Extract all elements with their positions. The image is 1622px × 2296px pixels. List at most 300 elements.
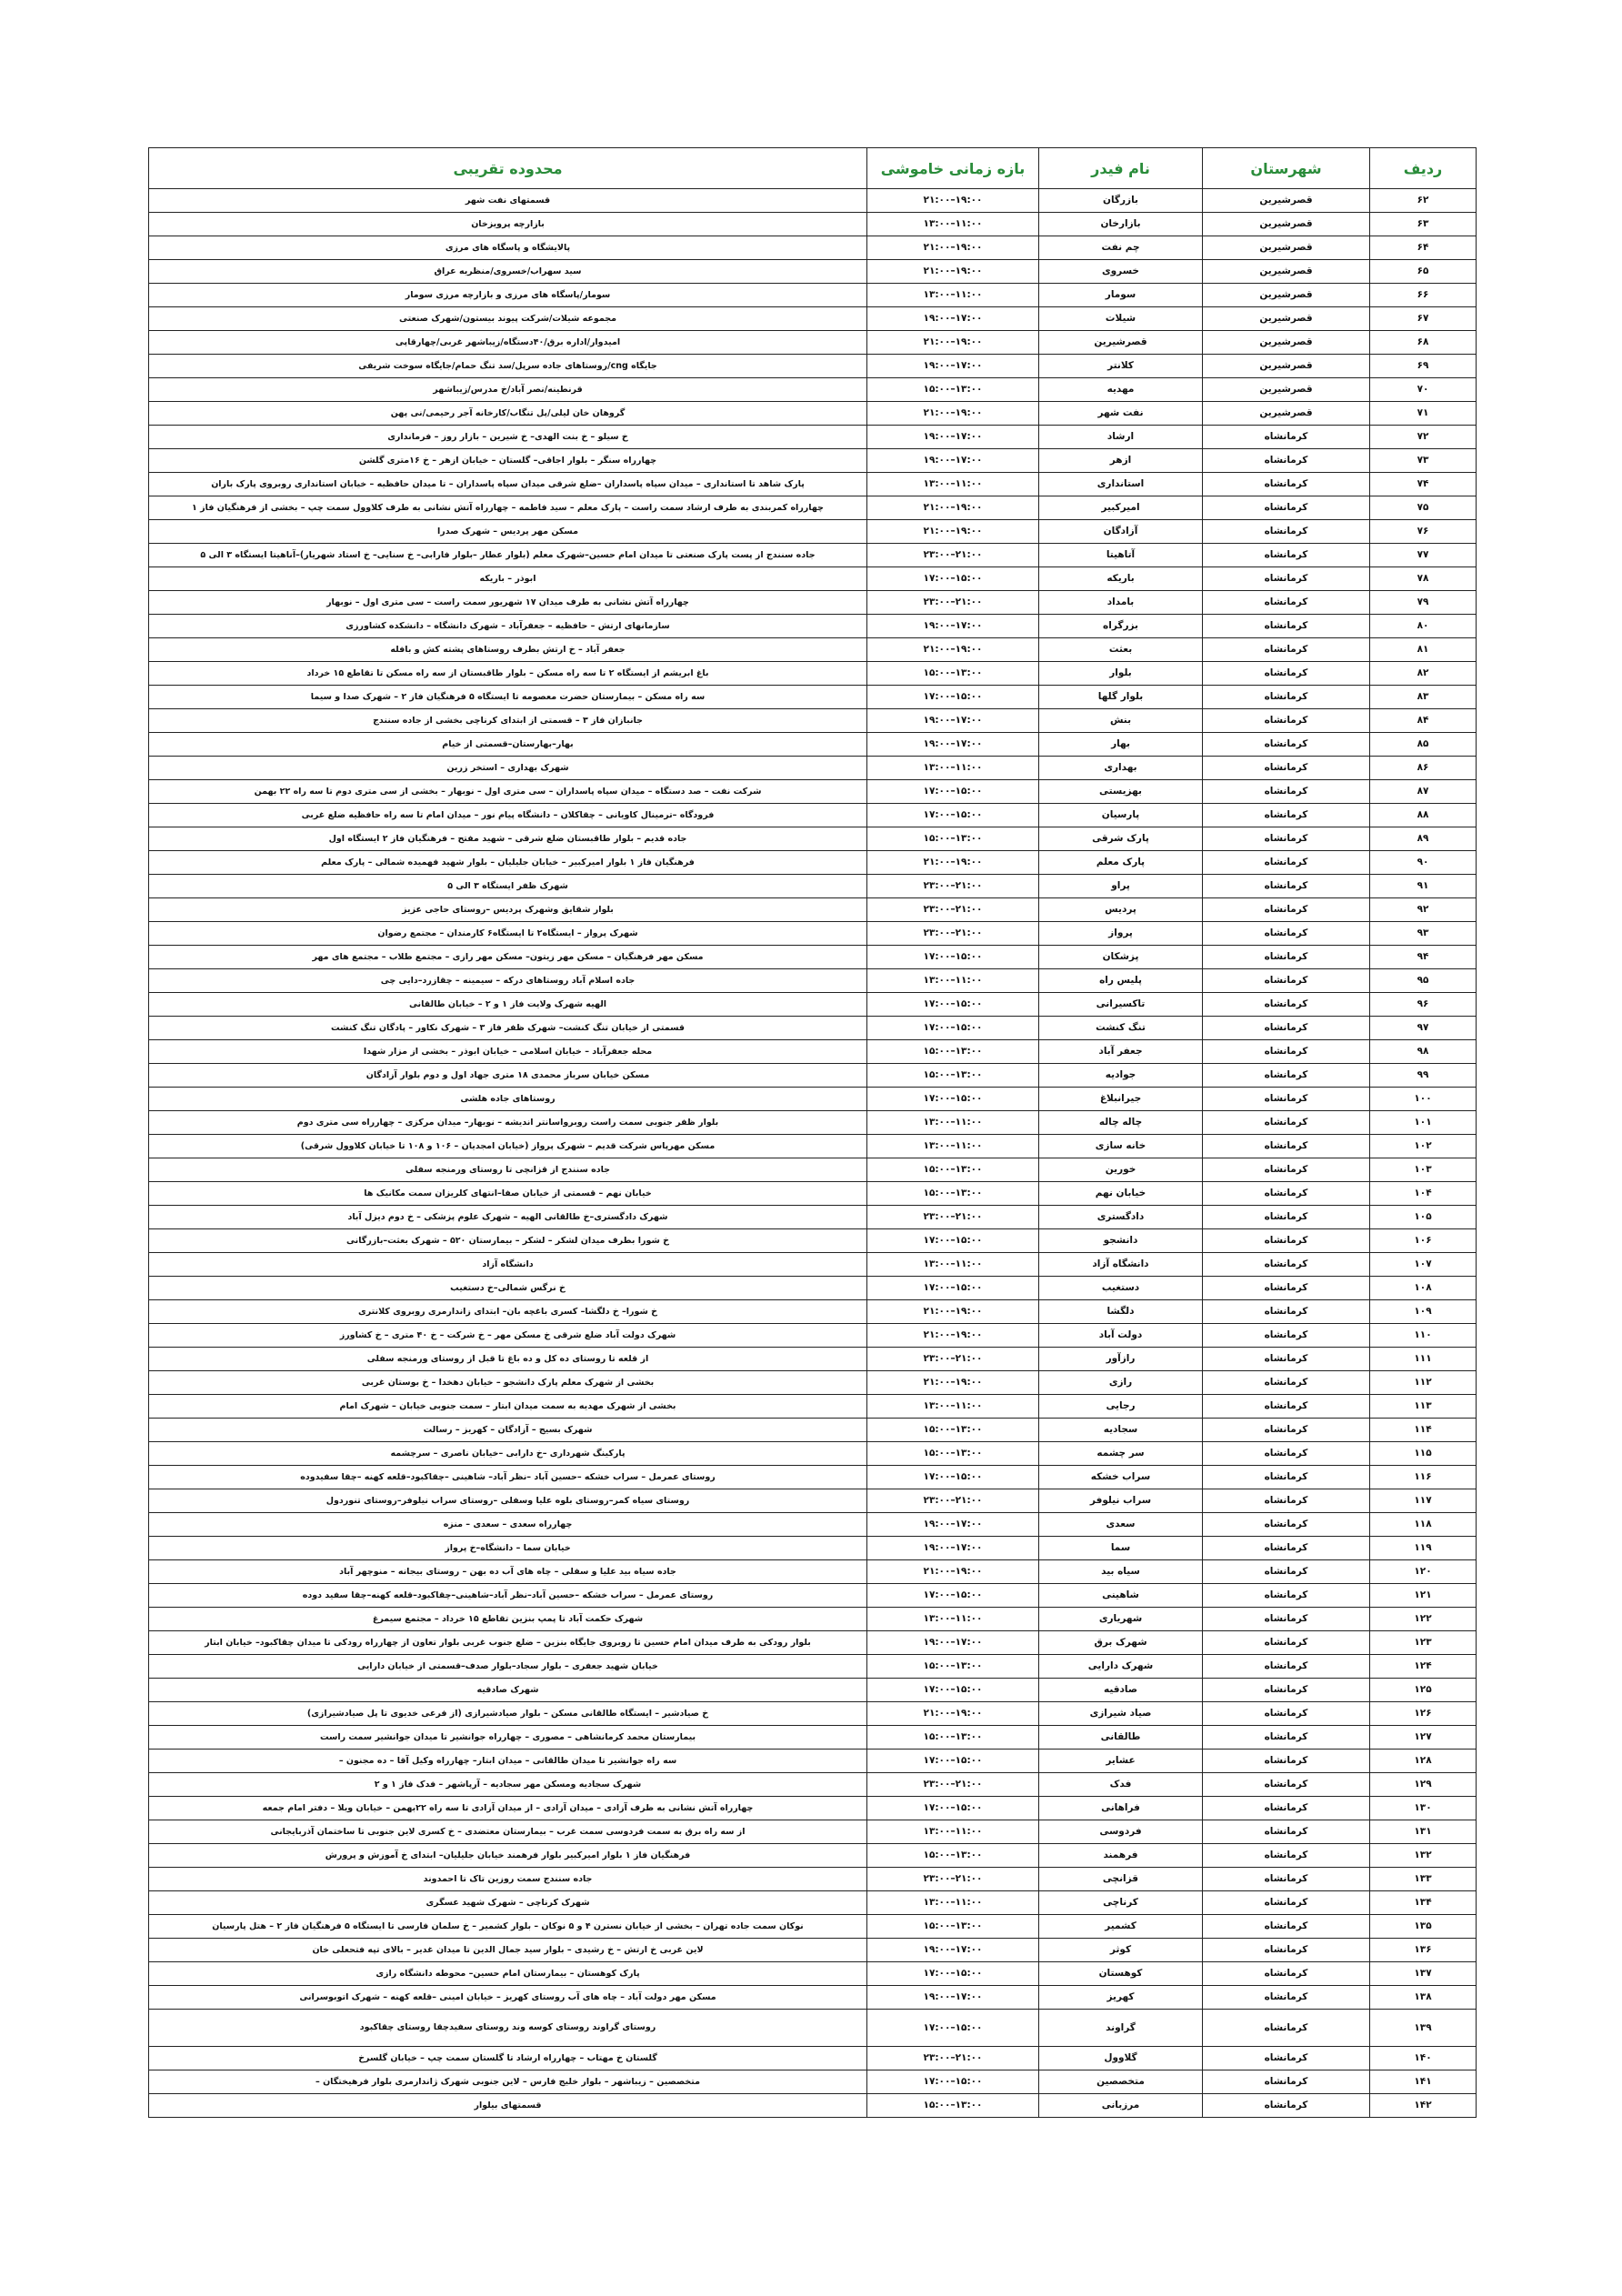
table-row <box>149 544 1477 567</box>
cell-time: ۱۳:۰۰–۱۵:۰۰ <box>867 1442 1039 1466</box>
cell-feeder: متخصصین <box>1039 2070 1203 2094</box>
cell-city: کرمانشاه <box>1203 1750 1370 1773</box>
cell-radif: ۹۹ <box>1370 1064 1477 1088</box>
cell-area: از قلعه تا روستای ده کل و ده باغ تا قبل از روستای ورمنجه سفلی <box>149 1348 867 1371</box>
header-row <box>149 148 1477 189</box>
cell-city: کرمانشاه <box>1203 946 1370 969</box>
cell-area: شهرک پرواز – ایستگاه۲ تا ایستگاه۶ کارمندان – مجتمع رضوان <box>149 922 867 946</box>
cell-area: شهرک سجادیه ومسکن مهر سجادیه – آرپاشهر – فدک فاز ۱ و ۲ <box>149 1773 867 1797</box>
cell-feeder: فردوسی <box>1039 1820 1203 1844</box>
cell-radif: ۷۳ <box>1370 449 1477 473</box>
cell-time: ۱۳:۰۰–۱۵:۰۰ <box>867 1726 1039 1750</box>
cell-time: ۱۳:۰۰–۱۵:۰۰ <box>867 1844 1039 1868</box>
cell-time: ۱۱:۰۰–۱۳:۰۰ <box>867 1253 1039 1277</box>
table-row <box>149 1868 1477 1891</box>
cell-time: ۱۷:۰۰–۱۹:۰۰ <box>867 355 1039 378</box>
cell-time: ۱۳:۰۰–۱۵:۰۰ <box>867 1040 1039 1064</box>
cell-city: کرمانشاه <box>1203 1206 1370 1229</box>
cell-city: قصرشیرین <box>1203 402 1370 426</box>
cell-area: جاده قدیم – بلوار طاقبستان ضلع شرقی – شهید مفتح – فرهنگیان فاز ۲ ایستگاه اول <box>149 827 867 851</box>
cell-radif: ۶۵ <box>1370 260 1477 284</box>
cell-city: کرمانشاه <box>1203 709 1370 733</box>
cell-area: لاین غربی خ ارتش – خ رشیدی – بلوار سید جمال الدین تا میدان غدیر – بالای تپه فتحعلی خان <box>149 1939 867 1962</box>
cell-time: ۱۳:۰۰–۱۵:۰۰ <box>867 1064 1039 1088</box>
cell-feeder: رازآور <box>1039 1348 1203 1371</box>
cell-feeder: پارک شرقی <box>1039 827 1203 851</box>
header-radif: ردیف <box>1370 148 1477 189</box>
table-row <box>149 1608 1477 1631</box>
cell-area: مسکن خیابان سرباز محمدی ۱۸ متری جهاد اول و دوم بلوار آزادگان <box>149 1064 867 1088</box>
cell-radif: ۱۲۹ <box>1370 1773 1477 1797</box>
cell-area: نوکان سمت جاده تهران – بخشی از خیابان نسترن ۴ و ۵ نوکان – بلوار کشمیر – خ سلمان فارسی تا ایستگاه ۵ فرهنگیان فاز ۲ – هتل پارسیان <box>149 1915 867 1939</box>
table-row <box>149 1537 1477 1560</box>
cell-feeder: ارشاد <box>1039 426 1203 449</box>
table-row <box>149 1348 1477 1371</box>
cell-feeder: باریکه <box>1039 567 1203 591</box>
cell-radif: ۶۲ <box>1370 189 1477 213</box>
cell-radif: ۸۱ <box>1370 638 1477 662</box>
cell-city: کرمانشاه <box>1203 1324 1370 1348</box>
cell-radif: ۱۳۳ <box>1370 1868 1477 1891</box>
cell-area: شهرک دادگستری–خ طالقانی الهیه – شهرک علوم پزشکی – خ دوم دیزل آباد <box>149 1206 867 1229</box>
cell-area: خیابان سما – دانشگاه–خ پرواز <box>149 1537 867 1560</box>
cell-feeder: پراو <box>1039 875 1203 898</box>
cell-area: سازمانهای ارتش – حافظیه – جعفرآباد – شهرک دانشگاه – دانشکده کشاورزی <box>149 615 867 638</box>
cell-radif: ۹۱ <box>1370 875 1477 898</box>
cell-feeder: شهرک برق <box>1039 1631 1203 1655</box>
cell-area: جاده سیاه بید علیا و سفلی – چاه های آب ده بهن – روستای بیجانه – منوچهر آباد <box>149 1560 867 1584</box>
cell-area: فرهنگیان فاز ۱ بلوار امیرکبیر – خیابان جلیلیان – بلوار شهید فهمیده شمالی – پارک معلم <box>149 851 867 875</box>
cell-radif: ۱۱۷ <box>1370 1489 1477 1513</box>
table-row <box>149 969 1477 993</box>
cell-time: ۱۷:۰۰–۱۹:۰۰ <box>867 1939 1039 1962</box>
cell-area: فرودگاه –ترمینال کاویانی – چقاکلان – دانشگاه پیام نور – میدان امام تا سه راه حافظیه ضلع غربی <box>149 804 867 827</box>
cell-city: کرمانشاه <box>1203 473 1370 496</box>
cell-feeder: پلیس راه <box>1039 969 1203 993</box>
cell-radif: ۹۵ <box>1370 969 1477 993</box>
cell-time: ۱۵:۰۰–۱۷:۰۰ <box>867 1088 1039 1111</box>
table-row <box>149 1466 1477 1489</box>
cell-area: شهرک بسیج – آزادگان – کهریز – رسالت <box>149 1419 867 1442</box>
cell-radif: ۹۰ <box>1370 851 1477 875</box>
table-row <box>149 189 1477 213</box>
cell-city: قصرشیرین <box>1203 213 1370 236</box>
cell-time: ۱۹:۰۰–۲۱:۰۰ <box>867 638 1039 662</box>
cell-area: خ صیادشیر – ایستگاه طالقانی مسکن – بلوار صیادشیرازی (از فرعی خدیوی تا پل صیادشیرازی) <box>149 1702 867 1726</box>
cell-city: کرمانشاه <box>1203 1253 1370 1277</box>
table-row <box>149 851 1477 875</box>
cell-city: کرمانشاه <box>1203 1513 1370 1537</box>
cell-city: کرمانشاه <box>1203 1537 1370 1560</box>
cell-time: ۱۹:۰۰–۲۱:۰۰ <box>867 331 1039 355</box>
cell-feeder: فرهمند <box>1039 1844 1203 1868</box>
cell-feeder: ازهر <box>1039 449 1203 473</box>
cell-city: کرمانشاه <box>1203 1844 1370 1868</box>
cell-feeder: سما <box>1039 1537 1203 1560</box>
cell-area: بهار–بهارستان–قسمتی از خیام <box>149 733 867 757</box>
cell-feeder: سیاه بید <box>1039 1560 1203 1584</box>
cell-feeder: پرواز <box>1039 922 1203 946</box>
cell-city: کرمانشاه <box>1203 1679 1370 1702</box>
cell-area: چهارراه کمربندی به طرف ارشاد سمت راست – پارک معلم – سید فاطمه – چهارراه آتش نشانی به طرف کلاوول سمت چپ – بخشی از فرهنگیان فاز ۱ <box>149 496 867 520</box>
table-row <box>149 757 1477 780</box>
cell-city: کرمانشاه <box>1203 780 1370 804</box>
cell-radif: ۷۹ <box>1370 591 1477 615</box>
table-row <box>149 733 1477 757</box>
cell-city: قصرشیرین <box>1203 260 1370 284</box>
cell-area: دانشگاه آزاد <box>149 1253 867 1277</box>
table-row <box>149 1773 1477 1797</box>
cell-time: ۲۱:۰۰–۲۳:۰۰ <box>867 591 1039 615</box>
cell-time: ۲۱:۰۰–۲۳:۰۰ <box>867 875 1039 898</box>
cell-city: کرمانشاه <box>1203 733 1370 757</box>
cell-time: ۱۵:۰۰–۱۷:۰۰ <box>867 780 1039 804</box>
cell-radif: ۷۲ <box>1370 426 1477 449</box>
cell-area: خ نرگس شمالی–خ دستغیب <box>149 1277 867 1300</box>
table-row <box>149 638 1477 662</box>
cell-feeder: کوهستان <box>1039 1962 1203 1986</box>
cell-city: کرمانشاه <box>1203 1229 1370 1253</box>
cell-city: کرمانشاه <box>1203 1608 1370 1631</box>
cell-time: ۱۵:۰۰–۱۷:۰۰ <box>867 2070 1039 2094</box>
cell-feeder: جیرانبلاغ <box>1039 1088 1203 1111</box>
table-row <box>149 1111 1477 1135</box>
table-row <box>149 2094 1477 2118</box>
cell-time: ۱۱:۰۰–۱۳:۰۰ <box>867 1891 1039 1915</box>
cell-time: ۱۷:۰۰–۱۹:۰۰ <box>867 1513 1039 1537</box>
cell-radif: ۷۵ <box>1370 496 1477 520</box>
cell-time: ۱۳:۰۰–۱۵:۰۰ <box>867 827 1039 851</box>
cell-area: پارکینگ شهرداری –خ دارابی –خیابان ناصری – سرچشمه <box>149 1442 867 1466</box>
cell-feeder: چم نفت <box>1039 236 1203 260</box>
cell-radif: ۱۲۳ <box>1370 1631 1477 1655</box>
cell-time: ۱۱:۰۰–۱۳:۰۰ <box>867 757 1039 780</box>
cell-feeder: پردیس <box>1039 898 1203 922</box>
cell-time: ۱۷:۰۰–۱۹:۰۰ <box>867 426 1039 449</box>
cell-city: کرمانشاه <box>1203 851 1370 875</box>
table-row <box>149 260 1477 284</box>
cell-radif: ۱۳۹ <box>1370 2010 1477 2047</box>
cell-radif: ۹۶ <box>1370 993 1477 1017</box>
cell-time: ۱۹:۰۰–۲۱:۰۰ <box>867 1324 1039 1348</box>
cell-city: کرمانشاه <box>1203 1726 1370 1750</box>
cell-radif: ۸۸ <box>1370 804 1477 827</box>
cell-area: فرهنگیان فاز ۱ بلوار امیرکبیر بلوار فرهمند خیابان جلیلیان– ابتدای خ آموزش و پرورش <box>149 1844 867 1868</box>
table-row <box>149 922 1477 946</box>
cell-city: کرمانشاه <box>1203 1064 1370 1088</box>
table-row <box>149 426 1477 449</box>
table-row <box>149 2047 1477 2070</box>
cell-city: کرمانشاه <box>1203 1442 1370 1466</box>
cell-time: ۲۱:۰۰–۲۳:۰۰ <box>867 1348 1039 1371</box>
cell-area: بازارچه پرویزخان <box>149 213 867 236</box>
cell-city: کرمانشاه <box>1203 1348 1370 1371</box>
cell-time: ۱۷:۰۰–۱۹:۰۰ <box>867 307 1039 331</box>
cell-city: کرمانشاه <box>1203 1017 1370 1040</box>
cell-city: کرمانشاه <box>1203 591 1370 615</box>
cell-radif: ۱۱۴ <box>1370 1419 1477 1442</box>
table-row <box>149 1750 1477 1773</box>
cell-time: ۱۵:۰۰–۱۷:۰۰ <box>867 1750 1039 1773</box>
cell-radif: ۷۰ <box>1370 378 1477 402</box>
cell-feeder: جوادیه <box>1039 1064 1203 1088</box>
cell-time: ۱۳:۰۰–۱۵:۰۰ <box>867 378 1039 402</box>
cell-city: کرمانشاه <box>1203 827 1370 851</box>
table-row <box>149 591 1477 615</box>
table-row <box>149 1419 1477 1442</box>
cell-city: قصرشیرین <box>1203 355 1370 378</box>
outage-schedule-sheet <box>148 147 1476 2118</box>
cell-time: ۱۳:۰۰–۱۵:۰۰ <box>867 2094 1039 2118</box>
cell-radif: ۱۳۸ <box>1370 1986 1477 2010</box>
cell-area: شهرک حکمت آباد تا پمپ بنزین تقاطع ۱۵ خرداد – مجتمع سیمرغ <box>149 1608 867 1631</box>
cell-time: ۱۵:۰۰–۱۷:۰۰ <box>867 2010 1039 2047</box>
cell-feeder: کوثر <box>1039 1939 1203 1962</box>
cell-feeder: سجادیه <box>1039 1419 1203 1442</box>
table-row <box>149 355 1477 378</box>
cell-radif: ۱۰۱ <box>1370 1111 1477 1135</box>
cell-city: کرمانشاه <box>1203 1277 1370 1300</box>
cell-feeder: عشایر <box>1039 1750 1203 1773</box>
cell-city: کرمانشاه <box>1203 1915 1370 1939</box>
cell-feeder: رجایی <box>1039 1395 1203 1419</box>
cell-feeder: فدک <box>1039 1773 1203 1797</box>
cell-feeder: شیلات <box>1039 307 1203 331</box>
cell-feeder: شهریاری <box>1039 1608 1203 1631</box>
table-row <box>149 1844 1477 1868</box>
cell-city: کرمانشاه <box>1203 1986 1370 2010</box>
cell-city: کرمانشاه <box>1203 1466 1370 1489</box>
cell-time: ۱۷:۰۰–۱۹:۰۰ <box>867 1631 1039 1655</box>
cell-city: کرمانشاه <box>1203 1560 1370 1584</box>
cell-feeder: بهار <box>1039 733 1203 757</box>
table-row <box>149 213 1477 236</box>
cell-feeder: بنش <box>1039 709 1203 733</box>
cell-time: ۱۵:۰۰–۱۷:۰۰ <box>867 993 1039 1017</box>
cell-city: کرمانشاه <box>1203 2070 1370 2094</box>
table-row <box>149 496 1477 520</box>
table-row <box>149 1915 1477 1939</box>
cell-time: ۱۱:۰۰–۱۳:۰۰ <box>867 284 1039 307</box>
cell-city: کرمانشاه <box>1203 1158 1370 1182</box>
table-row <box>149 1017 1477 1040</box>
cell-feeder: دلگشا <box>1039 1300 1203 1324</box>
table-row <box>149 875 1477 898</box>
cell-feeder: استانداری <box>1039 473 1203 496</box>
cell-city: کرمانشاه <box>1203 2047 1370 2070</box>
cell-area: شهرک دولت آباد ضلع شرقی خ مسکن مهر – خ شرکت – خ ۴۰ متری – خ کشاورز <box>149 1324 867 1348</box>
cell-feeder: رازی <box>1039 1371 1203 1395</box>
cell-feeder: امیرکبیر <box>1039 496 1203 520</box>
cell-feeder: خسروی <box>1039 260 1203 284</box>
cell-radif: ۸۳ <box>1370 686 1477 709</box>
cell-time: ۱۵:۰۰–۱۷:۰۰ <box>867 1584 1039 1608</box>
cell-area: جاده اسلام آباد روستاهای درکه – سیمینه – چقازرد–دایی چی <box>149 969 867 993</box>
cell-radif: ۱۲۶ <box>1370 1702 1477 1726</box>
cell-feeder: خورین <box>1039 1158 1203 1182</box>
cell-city: کرمانشاه <box>1203 1371 1370 1395</box>
cell-time: ۱۵:۰۰–۱۷:۰۰ <box>867 1679 1039 1702</box>
cell-time: ۱۳:۰۰–۱۵:۰۰ <box>867 662 1039 686</box>
cell-time: ۱۳:۰۰–۱۵:۰۰ <box>867 1655 1039 1679</box>
cell-city: کرمانشاه <box>1203 638 1370 662</box>
cell-city: کرمانشاه <box>1203 449 1370 473</box>
cell-time: ۱۱:۰۰–۱۳:۰۰ <box>867 969 1039 993</box>
cell-feeder: بلوار <box>1039 662 1203 686</box>
cell-radif: ۱۳۱ <box>1370 1820 1477 1844</box>
table-row <box>149 1986 1477 2010</box>
cell-area: روستای عمرمل – سراب خشکه –حسین آباد–نظر آباد–شاهینی–چقاکبود–قلعه کهنه–چقا سفید دوده <box>149 1584 867 1608</box>
cell-radif: ۱۳۴ <box>1370 1891 1477 1915</box>
table-row <box>149 1229 1477 1253</box>
cell-area: شهرک کرناچی – شهرک شهید عسگری <box>149 1891 867 1915</box>
cell-time: ۱۱:۰۰–۱۳:۰۰ <box>867 1608 1039 1631</box>
cell-time: ۱۵:۰۰–۱۷:۰۰ <box>867 1017 1039 1040</box>
cell-city: کرمانشاه <box>1203 520 1370 544</box>
table-row <box>149 1726 1477 1750</box>
cell-radif: ۸۹ <box>1370 827 1477 851</box>
cell-area: روستاهای جاده هلشی <box>149 1088 867 1111</box>
cell-city: کرمانشاه <box>1203 804 1370 827</box>
cell-area: جاده سنندج از پست پارک صنعتی تا میدان امام حسین–شهرک معلم (بلوار عطار –بلوار فارابی– خ سنایی– خ استاد شهریار)–آناهیتا ایستگاه ۳ الی ۵ <box>149 544 867 567</box>
cell-feeder: سر چشمه <box>1039 1442 1203 1466</box>
cell-time: ۱۷:۰۰–۱۹:۰۰ <box>867 1537 1039 1560</box>
cell-time: ۲۱:۰۰–۲۳:۰۰ <box>867 1206 1039 1229</box>
cell-time: ۱۹:۰۰–۲۱:۰۰ <box>867 496 1039 520</box>
cell-radif: ۱۲۰ <box>1370 1560 1477 1584</box>
cell-feeder: صادقیه <box>1039 1679 1203 1702</box>
cell-radif: ۷۷ <box>1370 544 1477 567</box>
table-row <box>149 1088 1477 1111</box>
cell-feeder: فراهانی <box>1039 1797 1203 1820</box>
cell-area: سید سهراب/خسروی/منظریه عراق <box>149 260 867 284</box>
cell-radif: ۱۱۰ <box>1370 1324 1477 1348</box>
cell-radif: ۶۶ <box>1370 284 1477 307</box>
cell-radif: ۶۷ <box>1370 307 1477 331</box>
cell-feeder: گراوند <box>1039 2010 1203 2047</box>
table-body <box>149 189 1477 2118</box>
cell-city: کرمانشاه <box>1203 615 1370 638</box>
cell-feeder: دانشگاه آزاد <box>1039 1253 1203 1277</box>
cell-area: خیابان شهید جعفری – بلوار سجاد–بلوار صدف–قسمتی از خیابان دارایی <box>149 1655 867 1679</box>
cell-feeder: قزانچی <box>1039 1868 1203 1891</box>
cell-time: ۱۵:۰۰–۱۷:۰۰ <box>867 1962 1039 1986</box>
cell-radif: ۱۱۳ <box>1370 1395 1477 1419</box>
table-row <box>149 1584 1477 1608</box>
cell-radif: ۸۶ <box>1370 757 1477 780</box>
cell-area: شرکت نفت – صد دستگاه – میدان سپاه پاسداران – سی متری اول – نوبهار – بخشی از سی متری دوم تا سه راه ۲۲ بهمن <box>149 780 867 804</box>
cell-time: ۱۹:۰۰–۲۱:۰۰ <box>867 1371 1039 1395</box>
table-row <box>149 1253 1477 1277</box>
cell-area: امیدوار/اداره برق/۴۰دستگاه/زیباشهر غربی/چهارقاپی <box>149 331 867 355</box>
table-row <box>149 1655 1477 1679</box>
cell-time: ۱۳:۰۰–۱۵:۰۰ <box>867 1182 1039 1206</box>
cell-radif: ۱۳۶ <box>1370 1939 1477 1962</box>
table-row <box>149 1182 1477 1206</box>
cell-time: ۱۷:۰۰–۱۹:۰۰ <box>867 449 1039 473</box>
cell-feeder: کرناچی <box>1039 1891 1203 1915</box>
cell-area: شهرک صادقیه <box>149 1679 867 1702</box>
cell-time: ۲۱:۰۰–۲۳:۰۰ <box>867 1773 1039 1797</box>
cell-feeder: چاله چاله <box>1039 1111 1203 1135</box>
cell-time: ۱۳:۰۰–۱۵:۰۰ <box>867 1419 1039 1442</box>
cell-radif: ۸۲ <box>1370 662 1477 686</box>
cell-time: ۲۱:۰۰–۲۳:۰۰ <box>867 898 1039 922</box>
cell-feeder: پزشکان <box>1039 946 1203 969</box>
cell-time: ۱۵:۰۰–۱۷:۰۰ <box>867 1466 1039 1489</box>
cell-radif: ۹۷ <box>1370 1017 1477 1040</box>
cell-city: کرمانشاه <box>1203 1111 1370 1135</box>
table-row <box>149 1064 1477 1088</box>
table-row <box>149 449 1477 473</box>
table-row <box>149 1371 1477 1395</box>
cell-area: پالایشگاه و پاسگاه های مرزی <box>149 236 867 260</box>
cell-feeder: تاکسیرانی <box>1039 993 1203 1017</box>
cell-radif: ۹۳ <box>1370 922 1477 946</box>
table-row <box>149 1040 1477 1064</box>
cell-radif: ۱۰۵ <box>1370 1206 1477 1229</box>
table-row <box>149 1560 1477 1584</box>
cell-radif: ۱۴۱ <box>1370 2070 1477 2094</box>
cell-area: از سه راه برق به سمت فردوسی سمت غرب – بیمارستان معتضدی – خ کسری لاین جنوبی تا ساختمان آذربایجانی <box>149 1820 867 1844</box>
cell-feeder: بزرگراه <box>1039 615 1203 638</box>
cell-feeder: بهداری <box>1039 757 1203 780</box>
table-row <box>149 1679 1477 1702</box>
cell-time: ۱۹:۰۰–۲۱:۰۰ <box>867 1300 1039 1324</box>
cell-radif: ۹۸ <box>1370 1040 1477 1064</box>
cell-feeder: کهریز <box>1039 1986 1203 2010</box>
cell-time: ۱۳:۰۰–۱۵:۰۰ <box>867 1158 1039 1182</box>
cell-feeder: بعثت <box>1039 638 1203 662</box>
cell-radif: ۷۱ <box>1370 402 1477 426</box>
cell-city: قصرشیرین <box>1203 307 1370 331</box>
table-row <box>149 993 1477 1017</box>
table-row <box>149 1324 1477 1348</box>
table-row <box>149 1891 1477 1915</box>
cell-area: قسمتی از خیابان تنگ کنشت– شهرک ظفر فاز ۳ – شهرک نکاور – پادگان تنگ کنشت <box>149 1017 867 1040</box>
cell-area: مسکن مهر دولت آباد – چاه های آب روستای کهریز – خیابان امینی –قلعه کهنه – شهرک اتوبوسرانی <box>149 1986 867 2010</box>
cell-city: کرمانشاه <box>1203 426 1370 449</box>
cell-radif: ۱۲۱ <box>1370 1584 1477 1608</box>
cell-radif: ۱۳۵ <box>1370 1915 1477 1939</box>
cell-city: کرمانشاه <box>1203 2094 1370 2118</box>
cell-time: ۱۹:۰۰–۲۱:۰۰ <box>867 236 1039 260</box>
cell-city: قصرشیرین <box>1203 236 1370 260</box>
cell-city: کرمانشاه <box>1203 922 1370 946</box>
cell-radif: ۱۰۴ <box>1370 1182 1477 1206</box>
cell-area: قرنطینه/نصر آباد/خ مدرس/زیباشهر <box>149 378 867 402</box>
table-row <box>149 1442 1477 1466</box>
cell-radif: ۶۴ <box>1370 236 1477 260</box>
cell-city: کرمانشاه <box>1203 1182 1370 1206</box>
cell-time: ۱۹:۰۰–۲۱:۰۰ <box>867 851 1039 875</box>
cell-city: کرمانشاه <box>1203 1489 1370 1513</box>
cell-feeder: آزادگان <box>1039 520 1203 544</box>
cell-radif: ۹۲ <box>1370 898 1477 922</box>
cell-area: سه راه جوانشیر تا میدان طالقانی – میدان ابتار– چهارراه وکیل آقا – ده مجنون – <box>149 1750 867 1773</box>
cell-feeder: بازرگان <box>1039 189 1203 213</box>
cell-city: کرمانشاه <box>1203 993 1370 1017</box>
cell-area: سومار/پاسگاه های مرزی و بازارچه مرزی سومار <box>149 284 867 307</box>
cell-radif: ۱۱۵ <box>1370 1442 1477 1466</box>
cell-area: خ شورا– خ دلگشا– کسری باغچه بان– ابتدای زاندارمری روبروی کلانتری <box>149 1300 867 1324</box>
cell-radif: ۱۰۶ <box>1370 1229 1477 1253</box>
cell-city: کرمانشاه <box>1203 1088 1370 1111</box>
cell-city: کرمانشاه <box>1203 1655 1370 1679</box>
cell-area: جعفر آباد – خ ارتش بطرف روستاهای پشته کش و بافله <box>149 638 867 662</box>
cell-area: چهارراه سنگر – بلوار اجاقی– گلستان – خیابان ازهر – خ ۱۶متری گلشن <box>149 449 867 473</box>
cell-feeder: نفت شهر <box>1039 402 1203 426</box>
